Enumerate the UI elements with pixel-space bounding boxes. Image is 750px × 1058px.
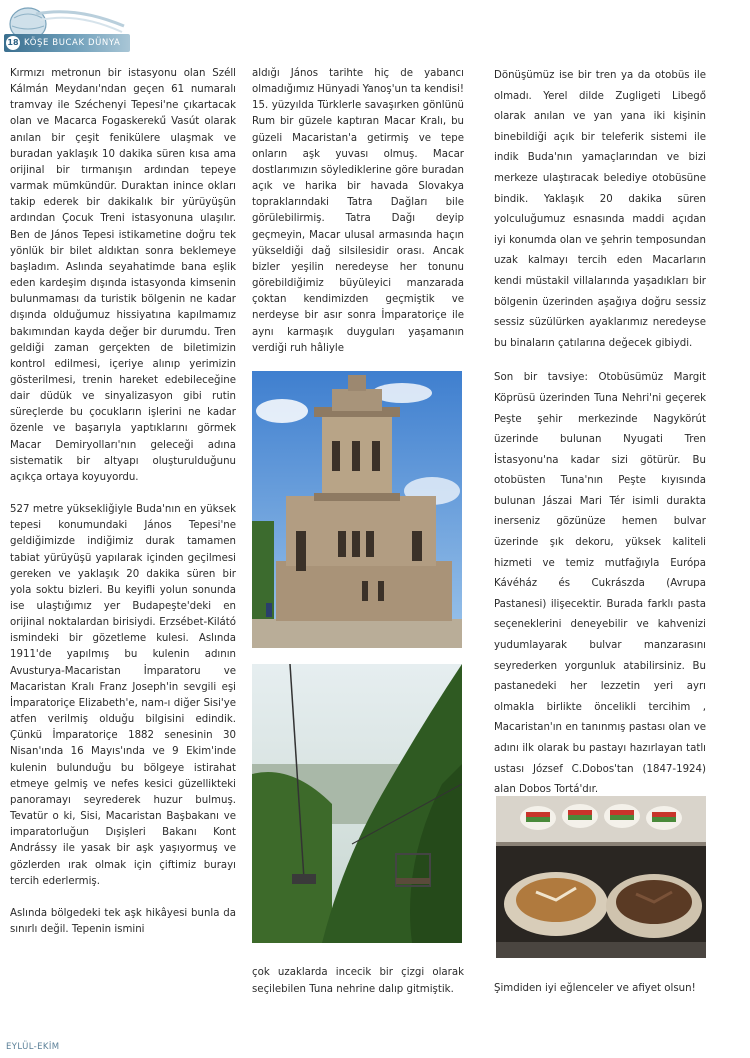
elizabeth-lookout-tower-photo [252, 371, 462, 648]
paragraph: Kırmızı metronun bir istasyonu olan Széll Kálmán Meydanı'ndan geçen 61 numaralı tramvay ile Széchenyi Tepesi'ne çıkartacak olan ve Macarca Fogaskerekű Vasút olarak anılan bir çeşit fenikülere ulaşmak ve buradan yaklaşık 10 dakika süren kısa ama orijinal bir tırmanışın ardından tepeye varmak mümkündür. Duraktan inince okları takip ederek bir dakikalık bir yürüyüşün ardından Çocuk Treni istasyonuna ulaşılır. Ben de János Tepesi istikametine doğru tek yönlük bir bilet aldıktan sonra beklemeye başladım. Aslında seyahatimde bana eşlik eden kardeşim dışında istasyonda kimsenin bulunmaması da turistik bölgenin ne kadar dışında olduğumuz hissiyatına kapılmamız bakımından kayda değer bir durumdu. Tren geldiği zaman gerçekten de biletimizin kontrol edilmesi, içeriye alınıp yerimizin gösterilmesi, trenin hareket edebileceğine dair düdük ve sinyalizasyon gibi rutin süreçlerde bu çocukların işlerini ne kadar özenle ve başarıyla yaptıklarını görmek Macar Demiryolları'nın geleceği adına sistematik bir altyapı oluşturulduğunu açıkça ortaya koyuyordu. [10, 68, 236, 483]
page-number: 18 [6, 36, 20, 50]
paragraph: 527 metre yüksekliğiyle Buda'nın en yüksek tepesi konumundaki János Tepesi'ne geldiğimizde indiğimiz durak tamamen tabiat yürüyüşü yapılarak içinden geçilmesi gereken ve yaklaşık 20 dakika süren bir yola soktu bizleri. Bu keyifli yolun sonunda ise ulaştığımız yer Budapeşte'deki en orijinal noktalardan birisiydi. Erzsébet-Kilátó ismindeki bir gözetleme kulesi. Aslında 1911'de yapılmış bu kulenin adının Avusturya-Macaristan İmparatoru ve Macaristan Kralı Franz Joseph'in sevgili eşi İmparatoriçe Elizabeth'e, nam-ı diğer Sisi'ye atfen verilmiş olduğu bilgisini edindik. Çünkü İmparatoriçe 1882 senesinin 30 Nisan'ında 16 Mayıs'ında ve 9 Ekim'inde kulenin bulunduğu bu bölgeye istirahat etmeye gelmiş ve nefes kesici güzellikteki panoramayı seyrederek huzur bulmuş. Tevatür o ki, Sisi, Macaristan Başbakanı ve imparatorluğun Dışişleri Bakanı Kont Andrássy ile yasak bir aşk yaşıyormuş ve gözlerden ırak olmak için çiftimiz burayı tercih ederlermiş. [10, 504, 236, 887]
paragraph: Son bir tavsiye: Otobüsümüz Margit Köprüsü üzerinden Tuna Nehri'ni geçerek Peşte şehir merkezinde Nagykörút üzerinde bulunan Nyugati Tren İstasyonu'na kadar sizi götürür. Bu otobüsten Tuna'nın Peşte kıyısında bulunan Jászai Mari Tér isimli durakta inerseniz gözünüze hemen bulvar üzerinde şık dekoru, yüksek kaliteli hizmeti ve temiz mutfağıyla Európa Kávéház és Cukrászda (Avrupa Pastanesi) ilişecektir. Burada farklı pasta seçeneklerini deneyebilir ve kahvenizi yudumlayarak bulvar manzarasını seyrederken yorgunluk atabilirsiniz. Bu pastanedeki her lezzetin yeri ayrı olmakla birlikte öncelikli tercihim , Macaristan'ın en tanınmış pastası olan ve adını ilk olarak bu pastayı hazırlayan tatlı ustası József C.Dobos'tan (1847-1924) alan Dobos Tortá'dır. [494, 372, 706, 796]
paragraph: Dönüşümüz ise bir tren ya da otobüs ile olmadı. Yerel dilde Zugligeti Libegő olarak anılan ve yan yana iki kişinin binebildiği açık bir teleferik sistemi ile indik Buda'nın yamaçlarından ve bizi merkeze ulaştıracak belediye otobüsüne bindik. Yaklaşık 20 dakika süren yolculuğumuz esnasında maddi açıdan iyi konumda olan ve şehrin temposundan uzak kalmayı tercih eden Macarların kendi müstakil villalarında yaşadıkları bir bölgenin üzerinden aşağıya doğru sessiz sessiz süzülürken ayaklarımız neredeyse bu binaların çatılarına değecek gibiydi. [494, 70, 706, 349]
article-column-2 [252, 66, 464, 373]
paragraph: çok uzaklarda incecik bir çizgi olarak seçilebilen Tuna nehrine dalıp gitmiştik. [252, 967, 464, 995]
chairlift-photo [252, 664, 462, 943]
issue-label: EYLÜL-EKİM [6, 1042, 60, 1052]
closing-line: Şimdiden iyi eğlenceler ve afiyet olsun! [494, 983, 696, 994]
article-column-3 [494, 66, 706, 815]
article-column-1 [10, 66, 236, 954]
pastry-display-photo [496, 796, 706, 958]
section-title: KÖŞE BUCAK DÜNYA [24, 38, 121, 48]
paragraph: aldığı János tarihte hiç de yabancı olmadığımız Hünyadi Yanoş'un ta kendisi! 15. yüzyılda Türklerle savaşırken gönlünü Rum bir güzele kaptıran Macar Kralı, bu güzeli Macaristan'a getirmiş ve tepe onların aşk yuvası olmuş. Macar dostlarımızın söylediklerine göre buradan açık ve harika bir havada Slovakya topraklarındaki Tatra Dağları bile görülebilirmiş. Tatra Dağı deyip geçmeyin, Macar ulusal armasında haçın yükseldiği dağ silsilesidir orası. Ancak bizler yeşilin neredeyse her tonunu görebildiğimiz büyüleyici manzarada çoktan kendimizden geçmiştik ve nerdeyse bir asır sonra İmparatoriçe ile aynı karmaşık duyguları yaşamanın verdiği ruh hâliyle [252, 68, 464, 354]
paragraph: Aslında bölgedeki tek aşk hikâyesi bunla da sınırlı değil. Tepenin ismini [10, 907, 236, 935]
